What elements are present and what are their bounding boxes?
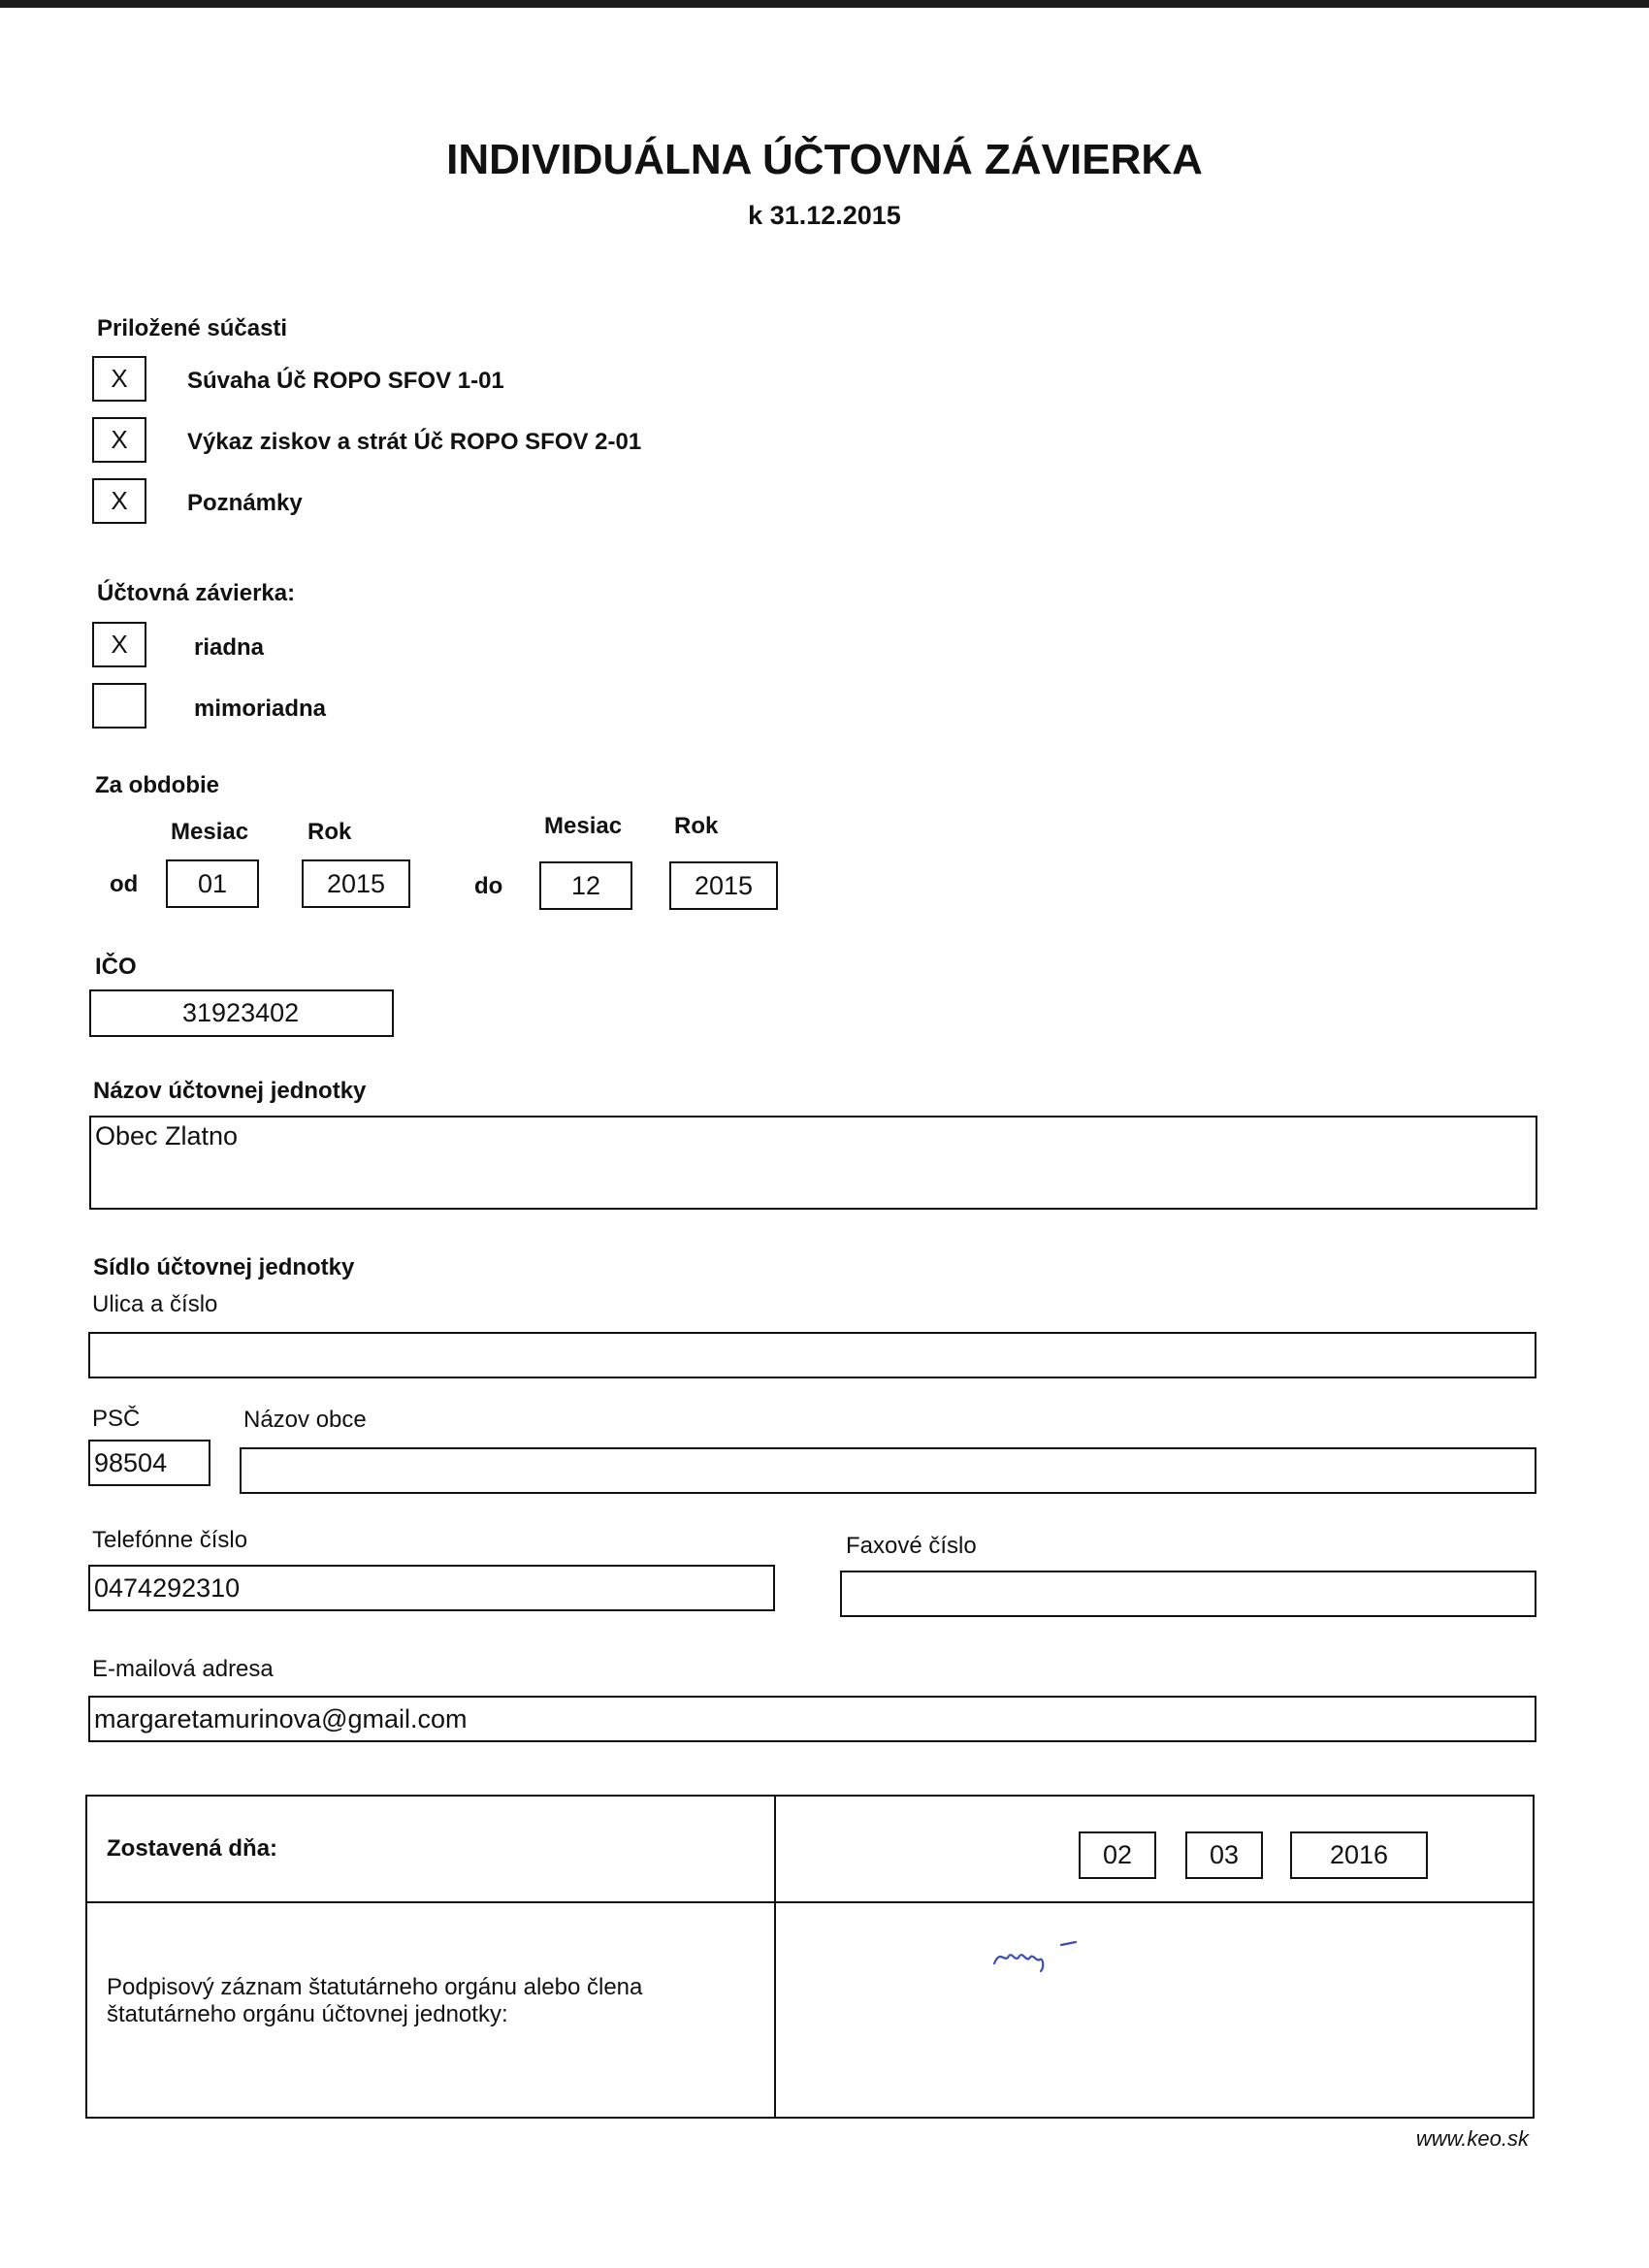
statement-checkbox-extraordinary[interactable] <box>92 683 146 729</box>
period-to-year-field[interactable]: 2015 <box>669 861 778 910</box>
attachment-checkbox-notes[interactable]: X <box>92 478 146 524</box>
zip-label: PSČ <box>92 1406 141 1432</box>
signature-field[interactable] <box>985 1932 1140 1981</box>
signature-label-line1: Podpisový záznam štatutárneho orgánu alebo člena <box>107 1974 643 2000</box>
period-from-year-label: Rok <box>307 819 352 845</box>
entity-name-field[interactable]: Obec Zlatno <box>89 1116 1537 1210</box>
street-field[interactable] <box>88 1332 1536 1378</box>
ico-label: IČO <box>95 954 137 980</box>
fax-label: Faxové číslo <box>846 1533 977 1559</box>
period-to-label: do <box>474 873 503 899</box>
table-vertical-divider <box>774 1797 776 2117</box>
period-from-month-label: Mesiac <box>171 819 249 845</box>
phone-label: Telefónne číslo <box>92 1527 248 1553</box>
compiled-date-label: Zostavená dňa: <box>107 1835 278 1862</box>
statement-checkbox-regular[interactable]: X <box>92 622 146 667</box>
email-label: E-mailová adresa <box>92 1656 274 1682</box>
period-to-year-label: Rok <box>674 813 719 839</box>
handwritten-signature-icon <box>985 1932 1140 1981</box>
attachment-checkbox-balance[interactable]: X <box>92 356 146 402</box>
period-from-label: od <box>110 871 139 897</box>
attachment-label-notes: Poznámky <box>187 490 303 516</box>
street-label: Ulica a číslo <box>92 1291 218 1317</box>
table-horizontal-divider <box>87 1901 1533 1903</box>
attachment-checkbox-profit-loss[interactable]: X <box>92 417 146 463</box>
entity-name-label: Názov účtovnej jednotky <box>93 1078 367 1104</box>
period-heading: Za obdobie <box>95 772 219 798</box>
document-title: INDIVIDUÁLNA ÚČTOVNÁ ZÁVIERKA <box>446 136 1203 183</box>
statement-type-heading: Účtovná závierka: <box>97 580 296 606</box>
footer-url[interactable]: www.keo.sk <box>1415 2126 1529 2151</box>
attachment-label-profit-loss: Výkaz ziskov a strát Úč ROPO SFOV 2-01 <box>187 429 642 455</box>
period-from-month-field[interactable]: 01 <box>166 859 259 908</box>
phone-field[interactable]: 0474292310 <box>88 1565 775 1611</box>
compiled-year-field[interactable]: 2016 <box>1290 1831 1428 1879</box>
compiled-signature-table <box>85 1795 1535 2119</box>
fax-field[interactable] <box>840 1571 1536 1617</box>
compiled-month-field[interactable]: 03 <box>1185 1831 1263 1879</box>
city-label: Názov obce <box>243 1407 367 1433</box>
statement-label-extraordinary: mimoriadna <box>194 696 327 722</box>
document-subtitle: k 31.12.2015 <box>748 201 901 230</box>
attachment-label-balance: Súvaha Úč ROPO SFOV 1-01 <box>187 368 504 394</box>
city-field[interactable] <box>240 1447 1536 1494</box>
period-from-year-field[interactable]: 2015 <box>302 859 410 908</box>
email-field[interactable]: margaretamurinova@gmail.com <box>88 1696 1536 1742</box>
zip-field[interactable]: 98504 <box>88 1440 210 1486</box>
period-to-month-field[interactable]: 12 <box>539 861 632 910</box>
compiled-day-field[interactable]: 02 <box>1079 1831 1156 1879</box>
statement-label-regular: riadna <box>194 634 265 661</box>
scan-edge <box>0 0 1649 8</box>
attachments-heading: Priložené súčasti <box>97 315 288 341</box>
ico-field[interactable]: 31923402 <box>89 989 394 1037</box>
address-heading: Sídlo účtovnej jednotky <box>93 1254 355 1280</box>
period-to-month-label: Mesiac <box>544 813 623 839</box>
signature-label-line2: štatutárneho orgánu účtovnej jednotky: <box>107 2001 508 2027</box>
